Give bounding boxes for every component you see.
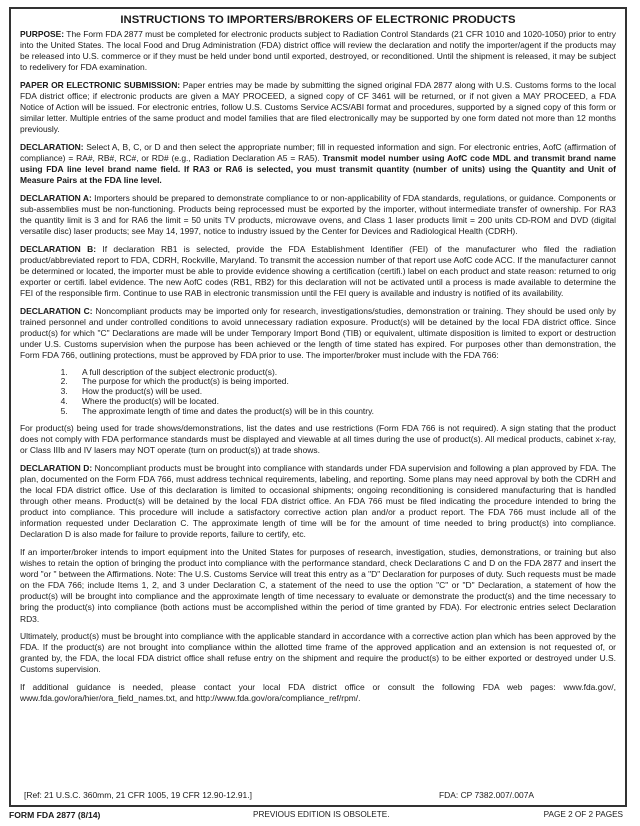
edition-notice: PREVIOUS EDITION IS OBSOLETE. bbox=[253, 810, 390, 819]
declaration-a-section bbox=[20, 193, 616, 237]
list-item: 1. A full description of the subject electronic product(s). bbox=[70, 368, 616, 378]
declaration-d-heading: DECLARATION D: bbox=[20, 462, 93, 473]
submission-heading: PAPER OR ELECTRONIC SUBMISSION: bbox=[20, 79, 181, 90]
declaration-b-text: If declaration RB1 is selected, provide the FDA Establishment Identifier (FEI) of the manufacturer who filed the radiation product/abbreviated report to FDA, CDRH, Rockville, Maryland. To transmit the accession number of that report use AofC code ACC. If the manufacturer cannot be determined or located, the importer must be able to provide evidence showing a certification (certifi.) label on each product and state reason: returned to orig exporter or certifi. label evidence. The new AofC codes (RB1, RB2) for this declaration will not be activated until a process is made available to determine the FEI of the responsible firm. Continue to use RAB in electronic transmission until the FEI query is available and industry is notified of its availability. bbox=[20, 243, 616, 298]
page-number: PAGE 2 OF 2 PAGES bbox=[543, 810, 623, 819]
declaration-c-list bbox=[20, 368, 616, 417]
list-item: 2. The purpose for which the product(s) is being imported. bbox=[70, 377, 616, 387]
page-title: INSTRUCTIONS TO IMPORTERS/BROKERS OF ELECTRONIC PRODUCTS bbox=[120, 14, 516, 26]
declaration-d-text: Noncompliant products must be brought into compliance with standards under FDA supervision and following a plan approved by FDA. The plan, documented on the Form FDA 766, must address technical requirements, labeling, and reporting. Some plans may need approval by both the CDRH and the local FDA district office. Use of this declaration is limited to occasional shipments; ongoing reconditioning is considered manufacturing that is handled through other means. Product(s) will be detained by the local FDA district office. An FDA 766 must be filed indicating the procedure intended to bring the product into compliance. This procedure will include a satisfactory corrective action plan and/or a product report. The FDA 766 must include all of the information requested under Declaration C. The approximate length of time will be for the amount of time needed to bring product(s) into compliance. Declaration D is also made for failure to provide reports, failure to certify, etc. bbox=[20, 462, 616, 540]
declaration-c-text: Noncompliant products may be imported only for research, investigations/studies, demonstration or training. They should be used only by trained personnel and under controlled conditions to avoid unnecessary radiation exposure. Product(s) will be detained by the local FDA district office. Since product(s) for which "C" Declarations are made will be under Temporary Import Bond (TIB) or equivalent, ultimate disposition is limited to export or destruction under U.S. Customs supervision when the purpose has been achieved or the length of time stated has expired. For purposes other than demonstration, the Form FDA 766, outlining protections, must be approved by FDA prior to use. The importer/broker must include with the FDA 766: bbox=[20, 305, 616, 360]
declaration-b-section bbox=[20, 244, 616, 299]
page-footer bbox=[9, 810, 627, 824]
trade-shows-paragraph: For product(s) being used for trade shows/demonstrations, list the dates and use restrictions (Form FDA 766 is not required). A sign stating that the product does not comply with FDA performance standards must be displayed and viewable at all times during the use of product(s). All medical products, cabinet x-ray, or Class IIIb and IV lasers may NOT operate (turn on product(s)) at trade shows. bbox=[20, 423, 616, 456]
list-item: 5. The approximate length of time and dates the product(s) will be in this country. bbox=[70, 407, 616, 417]
purpose-heading: PURPOSE: bbox=[20, 29, 65, 39]
declaration-c-section bbox=[20, 306, 616, 361]
purpose-text: The Form FDA 2877 must be completed for electronic products subject to Radiation Control Standards (21 CFR 1010 and 1020-1050) prior to entry into the United States. The local Food and Drug Administration (FDA) district office will review the declaration and notify the importer/agent if the products may be released into U.S. commerce or if they must be held under bond until exported, destroyed, or reconditioned. Until the shipment is released, it may be subject to redelivery for FDA examination. bbox=[20, 29, 616, 73]
declaration-c-heading: DECLARATION C: bbox=[20, 305, 93, 316]
declaration-d-section bbox=[20, 463, 616, 541]
declaration-b-heading: DECLARATION B: bbox=[20, 243, 97, 254]
form-number: FORM FDA 2877 (8/14) bbox=[9, 810, 101, 820]
regulation-reference: [Ref: 21 U.S.C. 360mm, 21 CFR 1005, 19 CFR 12.90-12.91.] bbox=[24, 790, 252, 800]
declaration-heading: DECLARATION: bbox=[20, 141, 84, 152]
guidance-paragraph: If additional guidance is needed, please contact your local FDA district office or consult the following FDA web pages: www.fda.gov/, www.fda.gov/ora/hier/ora_field_names.txt, and http://www.fda.gov/ora/compliance_ref/rpm/. bbox=[20, 681, 616, 704]
declaration-a-text: Importers should be prepared to demonstrate compliance to or non-applicability of FDA standards, regulations, or guidance. Components or sub-assemblies must be non-functioning. Products being reprocessed must be exported by the importer, without intermediate transfer of ownership. For RA3 the quantity limit is 3 and for RA6 the limit = 50 units TV products, microwave ovens, and Class 1 laser products limit = 200 units CD-ROM and DVD (digital versatile disc) laser products; see May 14, 1997, notice to industry issued by the Center for Devices and Radiological Health (CDRH). bbox=[20, 192, 616, 236]
submission-text: Paper entries may be made by submitting the signed original FDA 2877 along with U.S. Customs forms to the local FDA district office; if electronic products are given a MAY PROCEED, a signed copy of CF 3461 will be returned, or if not given a MAY PROCEED, a FDA Notice of Action will be issued. For electronic entries, follow U.S. Customs Service ACS/ABI format and procedures, supported by a signed copy of this form or similar letter. Multiple entries of the same product and model families that are filed electronically may be supported by one form dated not more than 12 months previously. bbox=[20, 79, 616, 135]
list-item: 3. How the product(s) will be used. bbox=[70, 387, 616, 397]
declaration-a-heading: DECLARATION A: bbox=[20, 192, 92, 203]
declaration-text: Select A, B, C, or D and then select the appropriate number; fill in requested information and sign. For electronic entries, AofC (affirmation of compliance) = RA#, RB#, RC#, or RD# (e.g., Radiation Declaration A5 = RA5). bbox=[20, 141, 616, 163]
declaration-section bbox=[20, 142, 616, 186]
instructions-box bbox=[9, 7, 627, 807]
submission-section bbox=[20, 80, 616, 135]
declaration-bold-text: Transmit model number using AofC code MDL and transmit brand name using FDA line level brand name field. If RA3 or RA6 is selected, you must transmit quantity (number of units) using the Quantity and Unit of Measure Pairs at the FDA line level. bbox=[20, 152, 616, 186]
purpose-section bbox=[20, 29, 616, 73]
c-or-d-paragraph: If an importer/broker intends to import equipment into the United States for purposes of research, investigation, studies, demonstrations, or training but also wishes to retain the option of bringing the product into compliance with the performance standard, check Declarations C and D on the FDA 2877 and insert the word "or " between the Affirmations. Note: The U.S. Customs Service will treat this entry as a "D" Declaration for purposes of duty. Such requests must be made on the FDA 766; include Items 1, 2, and 3 under Declaration C, a statement of the need to use the option "C" or "D" Declaration, a statement of how the product(s) will be brought into compliance and the approximate length of time necessary to evaluate or demonstrate the product(s) and the time necessary to bring the product(s) into compliance (both actions must be accomplished within the period of time granted by FDA). For electronic entries select Declaration RD3. bbox=[20, 546, 616, 624]
ultimately-paragraph: Ultimately, product(s) must be brought into compliance with the applicable standard in accordance with a corrective action plan which has been approved by the FDA. If the product(s) are not brought into compliance within the allotted time frame of the approved application and an extension is not requested of, or granted by, the FDA, the local FDA district office shall refuse entry on the shipment and require the product(s) to be either exported or destroyed under U.S. Customs supervision. bbox=[20, 631, 616, 675]
list-item: 4. Where the product(s) will be located. bbox=[70, 397, 616, 407]
compliance-program-reference: FDA: CP 7382.007/.007A bbox=[439, 790, 535, 800]
